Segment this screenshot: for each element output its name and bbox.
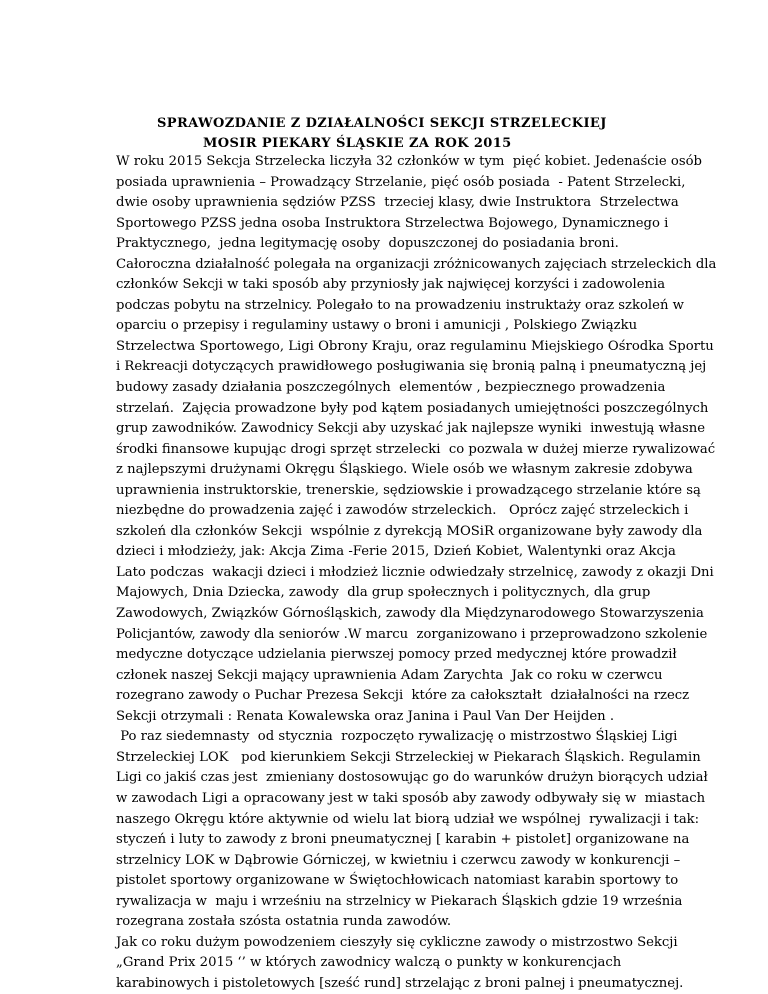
body-line: karabinowych i pistoletowych [sześć rund] strzelając z broni palnej i pneumatycznej. bbox=[116, 975, 684, 991]
body-line: Ligi co jakiś czas jest zmieniany dostosowując go do warunków drużyn biorących udział bbox=[116, 770, 708, 786]
title-line-1: SPRAWOZDANIE Z DZIAŁALNOŚCI SEKCJI STRZELECKIEJ bbox=[157, 116, 607, 131]
body-line: Jak co roku dużym powodzeniem cieszyły się cykliczne zawody o mistrzostwo Sekcji bbox=[116, 934, 678, 950]
body-line: naszego Okręgu które aktywnie od wielu lat biorą udział we wspólnej rywalizacji i tak: bbox=[116, 811, 700, 827]
body-line: szkoleń dla członków Sekcji wspólnie z dyrekcją MOSiR organizowane były zawody dla bbox=[116, 523, 703, 539]
body-line: Majowych, Dnia Dziecka, zawody dla grup społecznych i politycznych, dla grup bbox=[116, 585, 651, 601]
body-line: Sekcji otrzymali : Renata Kowalewska oraz Janina i Paul Van Der Heijden . bbox=[116, 708, 615, 724]
body-line: niezbędne do prowadzenia zajęć i zawodów strzeleckich. Oprócz zajęć strzeleckich i bbox=[116, 503, 689, 519]
report-body bbox=[116, 152, 717, 994]
body-line: pistolet sportowy organizowane w Świętochłowicach natomiast karabin sportowy to bbox=[116, 873, 679, 889]
body-line: strzelnicy LOK w Dąbrowie Górniczej, w kwietniu i czerwcu zawody w konkurencji – bbox=[116, 852, 681, 868]
title-line-2: MOSIR PIEKARY ŚLĄSKIE ZA ROK 2015 bbox=[203, 136, 512, 151]
body-line: członków Sekcji w taki sposób aby przyniosły jak najwięcej korzyści i zadowolenia bbox=[116, 277, 666, 293]
body-line: środki finansowe kupując drogi sprzęt strzelecki co pozwala w dużej mierze rywalizować bbox=[116, 441, 716, 457]
body-line: w zawodach Ligi a opracowany jest w taki sposób aby zawody odbywały się w miastach bbox=[116, 790, 706, 806]
body-line: Po raz siedemnasty od stycznia rozpoczęto rywalizację o mistrzostwo Śląskiej Ligi bbox=[116, 729, 678, 745]
body-line: dwie osoby uprawnienia sędziów PZSS trzeciej klasy, dwie Instruktora Strzelectwa bbox=[116, 195, 679, 211]
body-line: Strzeleckiej LOK pod kierunkiem Sekcji Strzeleckiej w Piekarach Śląskich. Regulamin bbox=[116, 749, 701, 765]
body-line: Sportowego PZSS jedna osoba Instruktora Strzelectwa Bojowego, Dynamicznego i bbox=[116, 215, 669, 231]
body-line: oparciu o przepisy i regulaminy ustawy o broni i amunicji , Polskiego Związku bbox=[116, 318, 638, 334]
body-line: i Rekreacji dotyczących prawidłowego posługiwania się bronią palną i pneumatyczną jej bbox=[116, 359, 707, 375]
body-line: Policjantów, zawody dla seniorów .W marcu zorganizowano i przeprowadzono szkolenie bbox=[116, 626, 708, 642]
body-line: „Grand Prix 2015 ‘’ w których zawodnicy walczą o punkty w konkurencjach bbox=[116, 955, 622, 971]
body-line: rozegrana została szósta ostatnia runda zawodów. bbox=[116, 914, 452, 930]
body-line: grup zawodników. Zawodnicy Sekcji aby uzyskać jak najlepsze wyniki inwestują własne bbox=[116, 421, 706, 437]
body-line: strzelań. Zajęcia prowadzone były pod kątem posiadanych umiejętności poszczególnych bbox=[116, 400, 709, 416]
body-line: Całoroczna działalność polegała na organizacji zróżnicowanych zajęciach strzeleckich dla bbox=[116, 256, 717, 272]
body-line: podczas pobytu na strzelnicy. Polegało to na prowadzeniu instruktaży oraz szkoleń w bbox=[116, 297, 684, 313]
body-line: członek naszej Sekcji mający uprawnienia Adam Zarychta Jak co roku w czerwcu bbox=[116, 667, 663, 683]
body-line: rozegrano zawody o Puchar Prezesa Sekcji które za całokształt działalności na rzecz bbox=[116, 688, 690, 704]
body-line: Zawodowych, Związków Górnośląskich, zawody dla Międzynarodowego Stowarzyszenia bbox=[116, 606, 704, 622]
body-line: Lato podczas wakacji dzieci i młodzież licznie odwiedzały strzelnicę, zawody z okazji Dni bbox=[116, 564, 714, 580]
body-line: z najlepszymi drużynami Okręgu Śląskiego. Wiele osób we własnym zakresie zdobywa bbox=[116, 462, 693, 478]
body-line: rywalizacja w maju i wrześniu na strzelnicy w Piekarach Śląskich gdzie 19 września bbox=[116, 893, 683, 909]
body-line: W roku 2015 Sekcja Strzelecka liczyła 32 członków w tym pięć kobiet. Jedenaście osób bbox=[116, 154, 702, 169]
body-line: medyczne dotyczące udzielania pierwszej pomocy przed medycznej które prowadził bbox=[116, 647, 677, 663]
body-line: budowy zasady działania poszczególnych elementów , bezpiecznego prowadzenia bbox=[116, 380, 666, 396]
body-line: uprawnienia instruktorskie, trenerskie, sędziowskie i prowadzącego strzelanie które są bbox=[116, 482, 701, 498]
body-line: posiada uprawnienia – Prowadzący Strzelanie, pięć osób posiada - Patent Strzelecki, bbox=[116, 174, 686, 190]
body-line: Praktycznego, jedna legitymację osoby dopuszczonej do posiadania broni. bbox=[116, 236, 619, 252]
body-line: dzieci i młodzieży, jak: Akcja Zima -Ferie 2015, Dzień Kobiet, Walentynki oraz Akcja bbox=[116, 544, 676, 560]
body-line: Strzelectwa Sportowego, Ligi Obrony Kraju, oraz regulaminu Miejskiego Ośrodka Sportu bbox=[116, 338, 714, 354]
body-line: styczeń i luty to zawody z broni pneumatycznej [ karabin + pistolet] organizowane na bbox=[116, 832, 690, 848]
